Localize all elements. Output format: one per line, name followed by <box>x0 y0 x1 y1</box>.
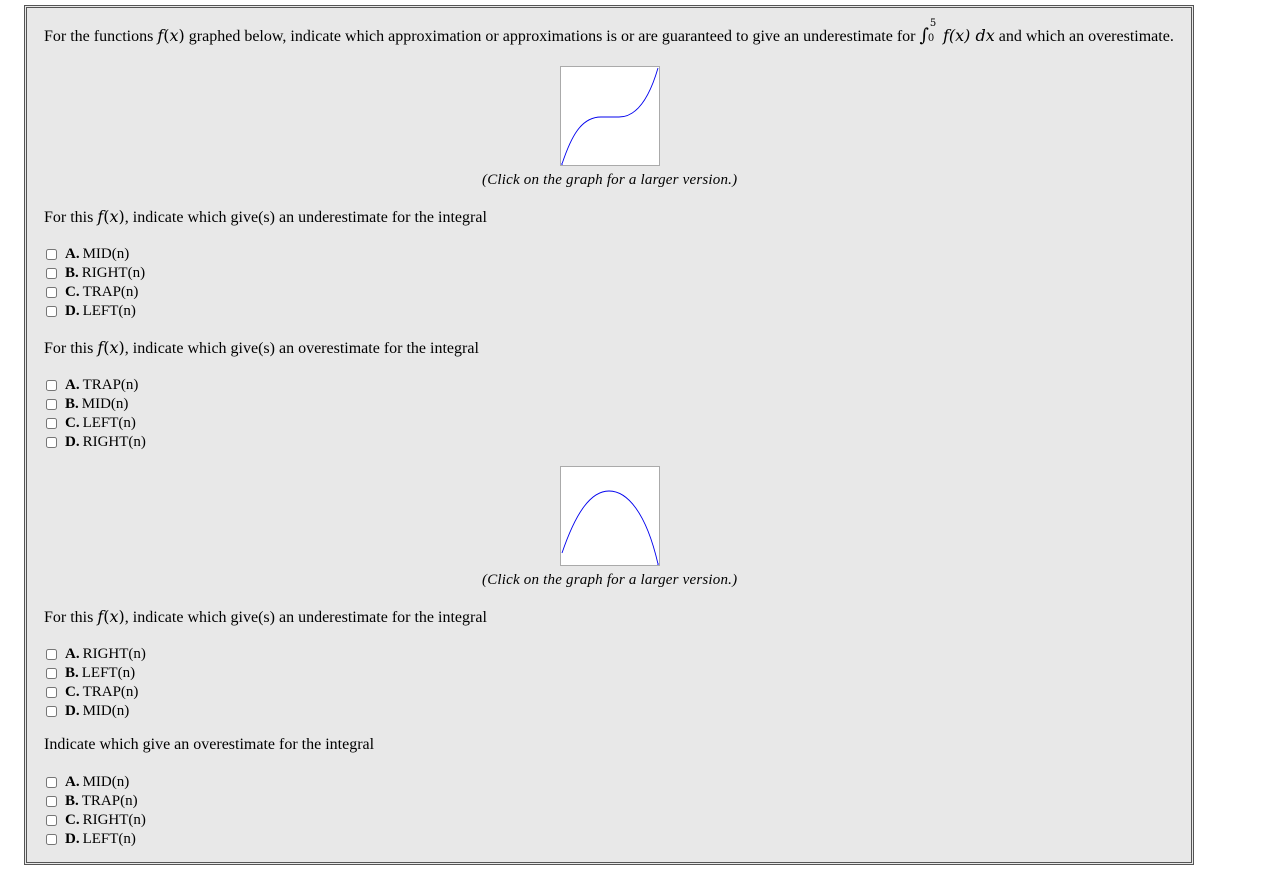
q3-prefix: For this <box>44 609 98 626</box>
q4-checkbox-b[interactable] <box>46 796 57 807</box>
q2-choice-d[interactable] <box>46 433 146 452</box>
q2-checkbox-c[interactable] <box>46 418 57 429</box>
q4-label-b: TRAP(n) <box>81 793 138 809</box>
graph-1-plot <box>561 67 659 165</box>
q4-label-c: RIGHT(n) <box>82 812 146 828</box>
q1-label-b: RIGHT(n) <box>81 265 146 281</box>
q2-letter-a: A. <box>65 377 80 393</box>
q2-checkbox-b[interactable] <box>46 399 57 410</box>
q4-label-d: LEFT(n) <box>82 831 136 847</box>
intro-middle: graphed below, indicate which approximation or approximations is or are guaranteed to give an underestimate for <box>184 28 920 45</box>
q1-letter-a: A. <box>65 246 80 262</box>
q4-letter-c: C. <box>65 812 80 828</box>
q3-checkbox-b[interactable] <box>46 668 57 679</box>
q2-label-c: LEFT(n) <box>82 415 136 431</box>
intro-text <box>44 18 1174 46</box>
q3-choice-c[interactable] <box>46 683 138 702</box>
problem-box <box>24 5 1194 865</box>
q2-label-d: RIGHT(n) <box>82 434 146 450</box>
question-1-text <box>44 207 487 227</box>
integral-lower-limit: 0 <box>927 33 935 44</box>
q3-checkbox-a[interactable] <box>46 649 57 660</box>
q4-choice-b[interactable] <box>46 792 138 811</box>
graph-2-curve <box>562 491 658 564</box>
q2-letter-b: B. <box>65 396 79 412</box>
q2-choice-b[interactable] <box>46 395 128 414</box>
graph-2-endpoint-marker <box>657 563 659 565</box>
integral-sign: ∫ <box>919 25 929 46</box>
q1-func-var: x <box>109 207 119 226</box>
q2-label-a: TRAP(n) <box>82 377 139 393</box>
q1-func-name: f <box>97 207 104 226</box>
q2-choice-c[interactable] <box>46 414 136 433</box>
q2-suffix: , indicate which give(s) an overestimate for the integral <box>124 340 479 357</box>
q4-choice-c[interactable] <box>46 811 146 830</box>
q4-checkbox-c[interactable] <box>46 815 57 826</box>
integral-limits <box>927 18 938 44</box>
q3-checkbox-d[interactable] <box>46 706 57 717</box>
q1-letter-d: D. <box>65 303 80 319</box>
q1-checkbox-b[interactable] <box>46 268 57 279</box>
q2-func-name: f <box>97 338 104 357</box>
graph-1-curve <box>562 68 658 164</box>
q4-checkbox-d[interactable] <box>46 834 57 845</box>
q4-letter-d: D. <box>65 831 80 847</box>
q4-label-a: MID(n) <box>82 774 130 790</box>
intro-func-name: f <box>157 26 164 45</box>
q1-checkbox-c[interactable] <box>46 287 57 298</box>
graph-1-origin-marker <box>561 163 563 165</box>
q1-label-a: MID(n) <box>82 246 130 262</box>
q2-letter-d: D. <box>65 434 80 450</box>
q2-prefix: For this <box>44 340 98 357</box>
q1-checkbox-a[interactable] <box>46 249 57 260</box>
q3-letter-d: D. <box>65 703 80 719</box>
q2-label-b: MID(n) <box>81 396 129 412</box>
graph-1-caption: (Click on the graph for a larger version.) <box>482 172 738 188</box>
intro-func-var: x <box>169 26 179 45</box>
graph-2-caption: (Click on the graph for a larger version.) <box>482 572 738 588</box>
q1-letter-b: B. <box>65 265 79 281</box>
q3-letter-a: A. <box>65 646 80 662</box>
q2-letter-c: C. <box>65 415 80 431</box>
q2-choice-a[interactable] <box>46 376 138 395</box>
q1-label-d: LEFT(n) <box>82 303 136 319</box>
integral-upper-limit: 5 <box>929 18 937 29</box>
q1-checkbox-d[interactable] <box>46 306 57 317</box>
q3-label-a: RIGHT(n) <box>82 646 146 662</box>
q1-label-c: TRAP(n) <box>82 284 139 300</box>
q3-label-b: LEFT(n) <box>81 665 136 681</box>
question-2-text <box>44 338 479 358</box>
q3-func-name: f <box>97 607 104 626</box>
q3-func: f(x) <box>97 607 125 626</box>
graph-1-thumbnail[interactable] <box>560 66 660 166</box>
q3-func-var: x <box>109 607 119 626</box>
graph-2-plot <box>561 467 659 565</box>
q4-checkbox-a[interactable] <box>46 777 57 788</box>
q1-choice-c[interactable] <box>46 283 138 302</box>
q1-prefix: For this <box>44 209 98 226</box>
q2-func: f(x) <box>97 338 125 357</box>
q3-label-c: TRAP(n) <box>82 684 139 700</box>
q1-func: f(x) <box>97 207 125 226</box>
q3-choice-a[interactable] <box>46 645 146 664</box>
q1-choice-b[interactable] <box>46 264 145 283</box>
q1-letter-c: C. <box>65 284 80 300</box>
q3-checkbox-c[interactable] <box>46 687 57 698</box>
q4-letter-a: A. <box>65 774 80 790</box>
q2-func-var: x <box>109 338 119 357</box>
q3-suffix: , indicate which give(s) an underestimate for the integral <box>124 609 487 626</box>
q2-checkbox-a[interactable] <box>46 380 57 391</box>
question-3-text <box>44 607 487 627</box>
question-4-text: Indicate which give an overestimate for the integral <box>44 736 375 753</box>
q4-choice-a[interactable] <box>46 773 129 792</box>
intro-prefix: For the functions <box>44 28 158 45</box>
integrand: f(x) dx <box>942 26 995 45</box>
q3-label-d: MID(n) <box>82 703 130 719</box>
q1-choice-d[interactable] <box>46 302 136 321</box>
integral-expression <box>919 18 995 46</box>
intro-suffix: and which an overestimate. <box>994 28 1174 45</box>
q3-letter-b: B. <box>65 665 79 681</box>
q1-suffix: , indicate which give(s) an underestimate for the integral <box>124 209 487 226</box>
graph-2-thumbnail[interactable] <box>560 466 660 566</box>
q1-choice-a[interactable] <box>46 245 129 264</box>
q4-choice-d[interactable] <box>46 830 136 849</box>
q2-checkbox-d[interactable] <box>46 437 57 448</box>
q4-letter-b: B. <box>65 793 79 809</box>
intro-func: f(x) <box>157 26 185 45</box>
q3-choice-b[interactable] <box>46 664 135 683</box>
q3-choice-d[interactable] <box>46 702 129 721</box>
q3-letter-c: C. <box>65 684 80 700</box>
